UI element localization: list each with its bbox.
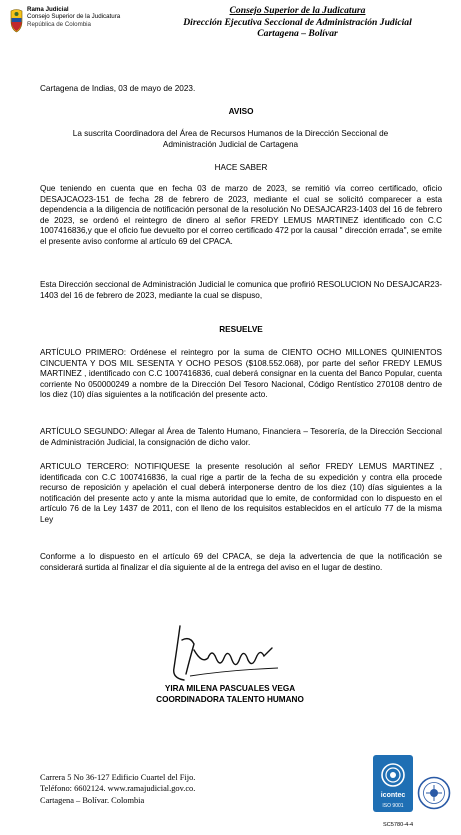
footer-phone: Teléfono: 6602124. www.ramajudicial.gov.co.: [40, 784, 196, 794]
icontec-certification-logo: [373, 755, 413, 812]
intro-text: [20, 129, 441, 150]
footer-city: Cartagena – Bolívar. Colombia: [40, 795, 145, 805]
footer-address-block: [40, 772, 195, 806]
letterhead-line2: Dirección Ejecutiva Seccional de Administración Judicial: [183, 16, 412, 28]
article-second: ARTÍCULO SEGUNDO: Allegar al Área de Talento Humano, Financiera – Tesorería, de la Dirección Seccional de Administración Judicial, la consignación de dicho valor.: [40, 427, 442, 447]
date-line: Cartagena de Indias, 03 de mayo de 2023.: [40, 84, 196, 93]
signer-name: YIRA MILENA PASCUALES VEGA: [164, 684, 296, 693]
closing-paragraph: Conforme a lo dispuesto en el artículo 69 del CPACA, se deja la advertencia de que la notificación se considerará surtida al finalizar el día siguiente al de la entrega del aviso en el lugar de destino.: [40, 552, 442, 572]
rama-judicial-line2: Consejo Superior de la Judicatura: [27, 13, 121, 21]
iso-label: ISO 9001: [382, 803, 404, 809]
rama-judicial-line3: República de Colombia: [27, 20, 91, 28]
article-first: ARTÍCULO PRIMERO: Ordénese el reintegro por la suma de CIENTO OCHO MILLONES QUINIENTOS CINCUENTA Y DOS MIL SESENTA Y OCHO PESOS ($108.552.068), por parte del señor FREDY LEMUS MARTINEZ , identificado con C.C 1007416836, cual deberá consignar en la cuenta del Banco Popular, cuenta corriente No 050000249 a nombre de la Dirección Del Tesoro Nacional, Código Rentístico 270108 dentro de los diez (10) días siguientes a la notificación del presente acto.: [40, 348, 442, 400]
handwritten-signature: [150, 618, 300, 688]
notification-paragraph: Que teniendo en cuenta que en fecha 03 de marzo de 2023, se remitió vía correo certificado, oficio DESAJCAO23-151 de fecha 28 de febrero de 2023, mediante el cual se solicitó comparecer a esta dependencia a la diligencia de notificación personal de la resolución No DESAJCAR23-1403 del 16 de febrero de 2023, se ordenó el reintegro de dinero al señor FREDY LEMUS MARTINEZ identificado con C.C 1007416836,y que el oficio fue devuelto por el correo certificado 472 por la causal " dirección errada", se emite el presente aviso conforme al artículo 69 del CPACA.: [40, 184, 442, 246]
letterhead: [140, 5, 455, 40]
iqnet-certification-seal-icon: [417, 776, 451, 810]
resolution-paragraph: Esta Dirección seccional de Administración Judicial le comunica que profirió RESOLUCION No DESAJCAR23-1403 del 16 de febrero de 2023, mediante la cual se dispuso,: [40, 280, 442, 300]
rama-judicial-line1: Rama Judicial: [27, 6, 69, 13]
resuelve-heading: RESUELVE: [219, 325, 263, 334]
footer-address: Carrera 5 No 36-127 Edificio Cuartel del Fijo.: [40, 773, 196, 782]
signer-role: COORDINADORA TALENTO HUMANO: [156, 694, 304, 704]
intro-line1: La suscrita Coordinadora del Área de Recursos Humanos de la Dirección Seccional de: [72, 129, 389, 138]
hace-saber-heading: HACE SABER: [214, 163, 268, 172]
article-third: ARTICULO TERCERO: NOTIFIQUESE la presente resolución al señor FREDY LEMUS MARTINEZ , identificada con C.C 1007416836, la cual rige a partir de la fecha de su expedición y contra ella procede recurso de reposición y apelación el cual deberá interponerse dentro de los diez (10) días siguientes a la notificación del presente acto y ante la misma autoridad que lo emite, de conformidad con lo dispuesto en el artículo 76 de la Ley 1437 de 2011, con el lleno de los requisitos establecidos en el artículo 77 de la misma Ley: [40, 462, 442, 524]
signer-block: [80, 684, 380, 705]
certificate-code: SC5780-4-4: [383, 822, 414, 828]
letterhead-line3: Cartagena – Bolívar: [257, 28, 338, 39]
letterhead-line1: Consejo Superior de la Judicatura: [229, 5, 366, 16]
aviso-heading: AVISO: [228, 107, 254, 116]
intro-line2: Administración Judicial de Cartagena: [162, 139, 299, 149]
icontec-label: icontec: [380, 792, 406, 799]
colombia-coat-of-arms-logo: [8, 8, 25, 34]
rama-judicial-label: [27, 6, 120, 28]
